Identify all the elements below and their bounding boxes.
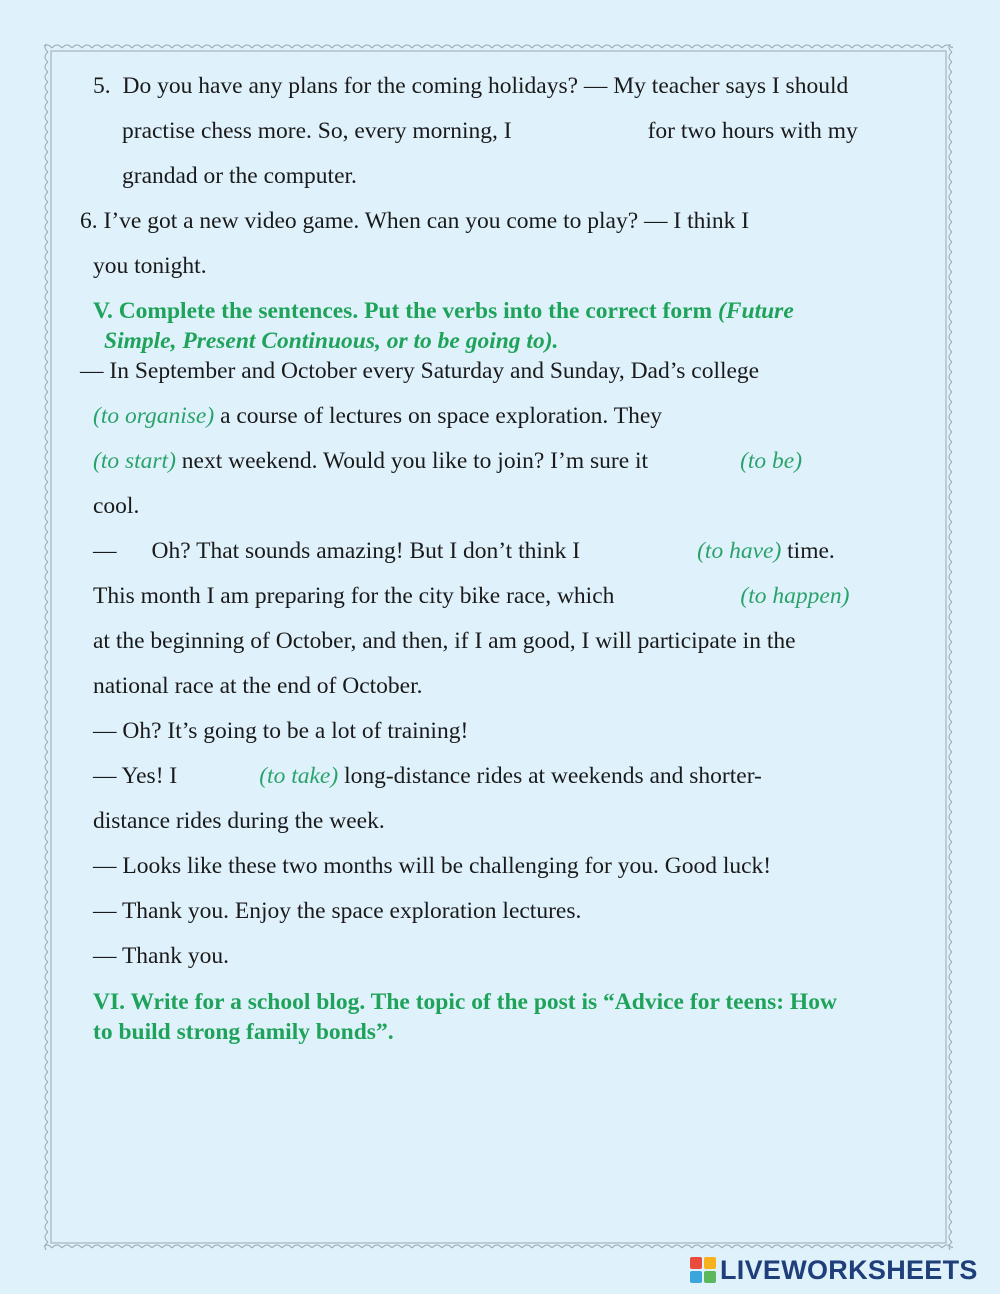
q6-line-2: you tonight. <box>93 253 207 279</box>
q5-number: 5. <box>93 73 111 99</box>
s5-line-3 <box>93 447 802 475</box>
dash: — <box>93 538 117 564</box>
s5-text-6: This month I am preparing for the city bike race, which <box>93 583 615 609</box>
hint-to-have: (to have) <box>697 538 782 564</box>
q5-line-3: grandad or the computer. <box>122 163 357 189</box>
hint-to-start: (to start) <box>93 448 176 474</box>
liveworksheets-logo-text: LIVEWORKSHEETS <box>720 1254 978 1285</box>
s5-text-10a: — Yes! I <box>93 763 178 789</box>
section-5-heading-italic-2: Simple, Present Continuous, or to be going to). <box>104 328 559 354</box>
hint-to-happen: (to happen) <box>740 583 850 609</box>
q5-line-2 <box>122 117 858 145</box>
s5-line-7: at the beginning of October, and then, if I am good, I will participate in the <box>93 628 796 654</box>
logo-square-i <box>704 1257 716 1269</box>
s5-line-9: — Oh? It’s going to be a lot of training! <box>93 718 469 744</box>
s5-line-5 <box>93 537 835 565</box>
hint-to-organise: (to organise) <box>93 403 215 429</box>
liveworksheets-logo-mark <box>690 1257 716 1283</box>
section-6-heading-line-2: to build strong family bonds”. <box>93 1019 394 1045</box>
s5-text-10b: long-distance rides at weekends and shorter- <box>338 763 762 789</box>
hint-to-take: (to take) <box>259 763 339 789</box>
q5-text-1: Do you have any plans for the coming holidays? — My teacher says I should <box>122 73 849 99</box>
section-5-heading-italic: (Future <box>718 298 794 324</box>
s5-line-11: distance rides during the week. <box>93 808 385 834</box>
s5-line-8: national race at the end of October. <box>93 673 423 699</box>
s5-text-2: a course of lectures on space exploration. They <box>214 403 663 429</box>
q6-text-1: 6. I’ve got a new video game. When can you come to play? — I think I <box>80 208 750 234</box>
section-5-heading-text: V. Complete the sentences. Put the verbs into the correct form <box>93 298 718 324</box>
q5-text-2a: practise chess more. So, every morning, I <box>122 118 512 144</box>
s5-line-10 <box>93 762 762 790</box>
section-6-heading: VI. Write for a school blog. The topic of the post is “Advice for teens: How <box>93 989 837 1015</box>
liveworksheets-logo <box>690 1254 978 1286</box>
s5-line-14: — Thank you. <box>93 943 229 969</box>
s5-text-5-end: time. <box>781 538 835 564</box>
s5-text-1: — In September and October every Saturday and Sunday, Dad’s college <box>80 358 760 384</box>
s5-text-5: Oh? That sounds amazing! But I don’t think I <box>151 538 581 564</box>
section-5-heading-line-2 <box>104 326 558 356</box>
q5-text-2b: for two hours with my <box>647 118 858 144</box>
s5-line-13: — Thank you. Enjoy the space exploration lectures. <box>93 898 582 924</box>
logo-square-v <box>690 1271 702 1283</box>
logo-square-e <box>704 1271 716 1283</box>
q6-line-1 <box>80 207 829 235</box>
s5-text-3: next weekend. Would you like to join? I’m sure it <box>175 448 649 474</box>
logo-square-l <box>690 1257 702 1269</box>
s5-line-6 <box>93 582 849 610</box>
section-5-heading <box>93 296 794 326</box>
s5-line-1 <box>80 357 759 385</box>
q5-line-1 <box>93 72 848 100</box>
s5-line-2 <box>93 402 662 430</box>
s5-line-12: — Looks like these two months will be challenging for you. Good luck! <box>93 853 772 879</box>
hint-to-be: (to be) <box>740 448 803 474</box>
s5-line-4: cool. <box>93 493 140 519</box>
